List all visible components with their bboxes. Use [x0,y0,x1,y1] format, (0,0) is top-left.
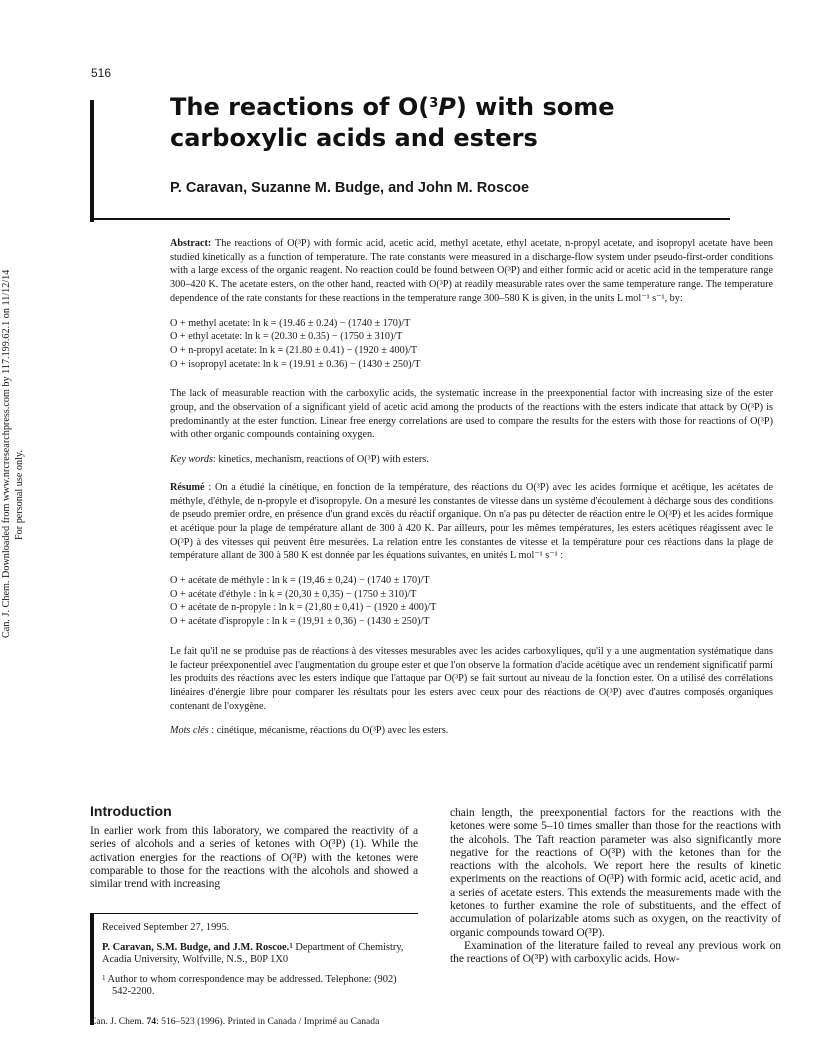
rate-equation: O + methyl acetate: ln k = (19.46 ± 0.24) − (1740 ± 170)/T [170,317,411,329]
watermark-line-2: For personal use only. [14,450,25,540]
rate-equation: O + isopropyl acetate: ln k = (19.91 ± 0.36) − (1430 ± 250)/T [170,358,421,370]
introduction-heading: Introduction [90,803,172,819]
intro-paragraph-2: Examination of the literature failed to reveal any previous work on the reactions of O(³P) with carboxylic acids. How- [450,938,781,966]
rate-equation: O + n-propyl acetate: ln k = (21.80 ± 0.41) − (1920 ± 400)/T [170,344,418,356]
header-rule [90,218,730,220]
abstract-equations [170,317,773,372]
title-side-bar [90,100,94,222]
resume-paragraph-2: Le fait qu'il ne se produise pas de réactions à des vitesses mesurables avec les acides carboxyliques, qu'il y a une augmentation systématique dans le facteur préexponentiel avec l'augmentation du groupe ester et que l'on observe la formation d'acide acétique avec un rendement significatif parmi les produits des réactions avec les esters indique que l'attaque par O(³P) se fait surtout au niveau de la fonction ester. On a utilisé des corrélations linéaires d'énergie libre pour comparer les résultats pour les esters avec ceux pour des réactions de O(³P) avec d'autres composés organiques contenant de l'oxygène. [170,645,773,712]
rate-equation-fr: O + acétate d'éthyle : ln k = (20,30 ± 0,35) − (1750 ± 310)/T [170,588,417,600]
rate-equation-fr: O + acétate de méthyle : ln k = (19,46 ± 0,24) − (1740 ± 170)/T [170,575,430,587]
right-column-text [450,806,781,966]
affiliation: P. Caravan, S.M. Budge, and J.M. Roscoe.$^1$ Department of Chemistry, Acadia University, Wolfville, N.S., B0P 1X0 [102,941,404,966]
left-column-text [90,824,418,890]
resume-keywords: Mots clés : cinétique, mécanisme, réactions du O(³P) avec les esters. [170,725,449,737]
correspondence-footnote: $^1$ Author to whom correspondence may be addressed. Telephone: (902) 542-2200. [102,973,397,998]
received-date: Received September 27, 1995. [102,922,230,933]
abstract-keywords: Key words: kinetics, mechanism, reactions of O(³P) with esters. [170,454,429,466]
watermark-line-1: Can. J. Chem. Downloaded from www.nrcresearchpress.com by 117.199.62.1 on 11/12/14 [1,269,12,638]
article-title: The reactions of O($^3$P) with some carboxylic acids and esters [170,93,615,152]
author-list: P. Caravan, Suzanne M. Budge, and John M. Roscoe [170,180,530,196]
abstract-paragraph: Abstract: The reactions of O(³P) with formic acid, acetic acid, methyl acetate, ethyl acetate, n-propyl acetate, and isopropyl acetate have been studied kinetically as a function of temperature. The rate constants were measured in a discharge-flow system under pseudo-first-order conditions with a large excess of the organic reagent. No reaction could be found between O(³P) and either formic acid or acetic acid in the temperature range 300–420 K. The acetate esters, on the other hand, reacted with O(³P) at readily measurable rates over the same temperature range. The temperature dependence of the rate constants for these reactions in the temperature range 300–580 K is given, in the units L mol⁻¹ s⁻¹, by: [170,238,773,304]
resume-equations [170,574,773,629]
page-number: 516 [91,66,112,80]
download-watermark [0,248,46,638]
abstract-section [170,237,773,749]
intro-paragraph: In earlier work from this laboratory, we compared the reactivity of a series of alcohols and a series of ketones with O(³P) (1). While the activation energies for the reactions of O(³P) with the ketones were comparable to those for the reactions with the alcohols and showed a similar trend with increasing [90,824,418,891]
resume-paragraph: Résumé : On a étudié la cinétique, en fonction de la température, des réactions du O(³P) avec les acides formique et acétique, les acétates de méthyle, d'éthyle, de n-propyle et d'isopropyle. On a mesuré les constantes de vitesse dans un système d'écoulement à décharge sous des conditions de pseudo premier ordre, en présence d'un grand excès du réactif organique. On n'a pas pu détecter de réaction entre le O(³P) et les acides formique et acétique pour la plage de température allant de 300 à 420 K. Par ailleurs, pour les mêmes températures, les esters acétiques réagissent avec le O(³P) à des vitesses qui peuvent être mesurées. La relation entre les constantes de vitesse et la température pour ces réactions dans la plage de température allant de 300 à 580 K est donnée par les équations suivantes, en unités L mol⁻¹ s⁻¹ : [170,481,773,562]
rate-equation-fr: O + acétate de n-propyle : ln k = (21,80 ± 0,41) − (1920 ± 400)/T [170,602,437,614]
abstract-paragraph-2: The lack of measurable reaction with the carboxylic acids, the systematic increase in the preexponential factor with increasing size of the ester group, and the observation of a significant yield of acetic acid among the products of the reactions with the esters indicate that attack by O(³P) is predominantly at the ester function. Linear free energy correlations are used to compare the results for the esters with those for reactions of O(³P) with other organic compounds containing oxygen. [170,388,773,441]
rate-equation-fr: O + acétate d'ispropyle : ln k = (19,91 ± 0,36) − (1430 ± 250)/T [170,616,430,628]
journal-citation: Can. J. Chem. 74: 516–523 (1996). Printed in Canada / Imprimé au Canada [90,1016,380,1027]
footnote-box [90,913,418,1025]
rate-equation: O + ethyl acetate: ln k = (20.30 ± 0.35) − (1750 ± 310)/T [170,331,403,343]
intro-paragraph-continued: chain length, the preexponential factors for the reactions with the ketones were some 5–10 times smaller than those for the reactions with the alcohols. The Taft reaction parameter was also significantly more negative for the reactions of O(³P) with the ketones than for the reactions with the alcohols. We report here the results of kinetic experiments on the reactions of O(³P) with formic acid, acetic acid, and a series of acetate esters. This extends the measurements made with the ketones to further examine the role of substituents, and the effect of accumulation of polarizable atoms such as oxygen, on the reactivity of organic compounds toward O(³P). [450,806,781,939]
